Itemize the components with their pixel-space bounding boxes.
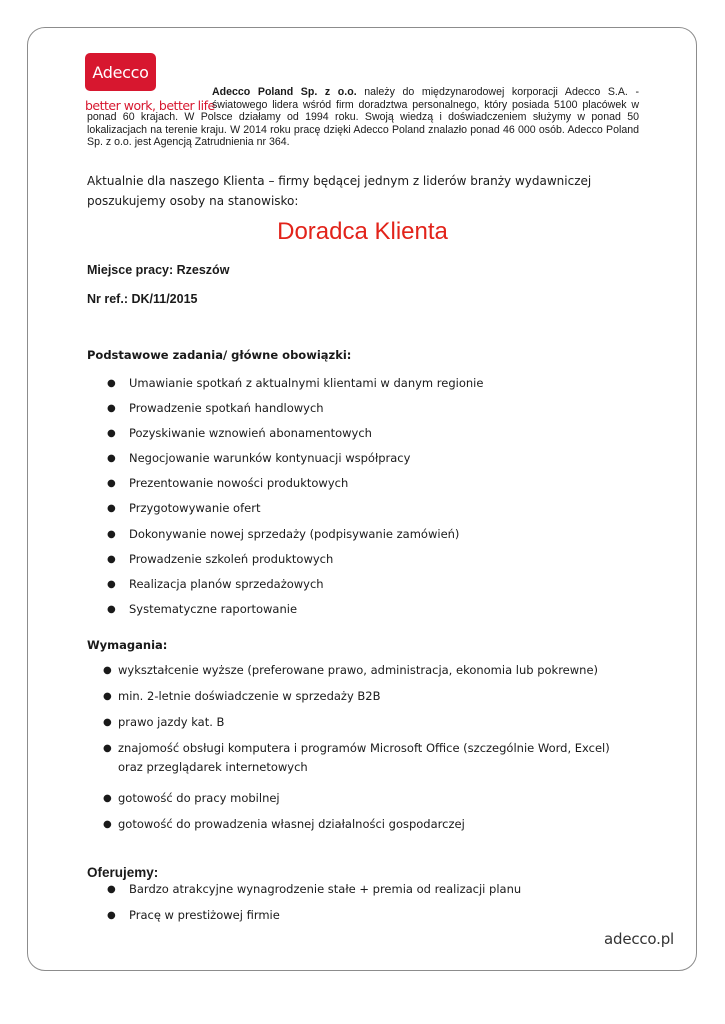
company-name: Adecco Poland Sp. z o.o.	[212, 86, 357, 98]
footer-brand: adecco.pl	[604, 930, 675, 948]
logo-wordmark: Adecco	[92, 62, 149, 82]
job-title: Doradca Klienta	[277, 218, 448, 245]
requirements-heading: Wymagania:	[87, 638, 168, 652]
offer-heading: Oferujemy:	[87, 865, 159, 880]
logo-tagline: better work, better life	[85, 98, 215, 113]
company-intro	[87, 86, 639, 149]
job-location: Miejsce pracy: Rzeszów	[87, 263, 230, 277]
duties-heading: Podstawowe zadania/ główne obowiązki:	[87, 348, 352, 362]
job-reference: Nr ref.: DK/11/2015	[87, 292, 198, 306]
lead-paragraph: Aktualnie dla naszego Klienta – firmy będącej jednym z liderów branży wydawniczej poszukujemy osoby na stanowisko:	[87, 174, 592, 208]
company-description: należy do międzynarodowej korporacji Adecco S.A. - światowego lidera wśród firm doradztwa personalnego, który posiada 5100 placówek w ponad 60 krajach. W Polsce działamy od 1994 roku. Swoją wiedzą i doświadczeniem służymy w ponad 50 lokalizacjach na terenie kraju. W 2014 roku pracę dzięki Adecco Poland znalazło ponad 46 000 osób. Adecco Poland Sp. z o.o. jest Agencją Zatrudnienia nr 364.	[87, 86, 639, 148]
